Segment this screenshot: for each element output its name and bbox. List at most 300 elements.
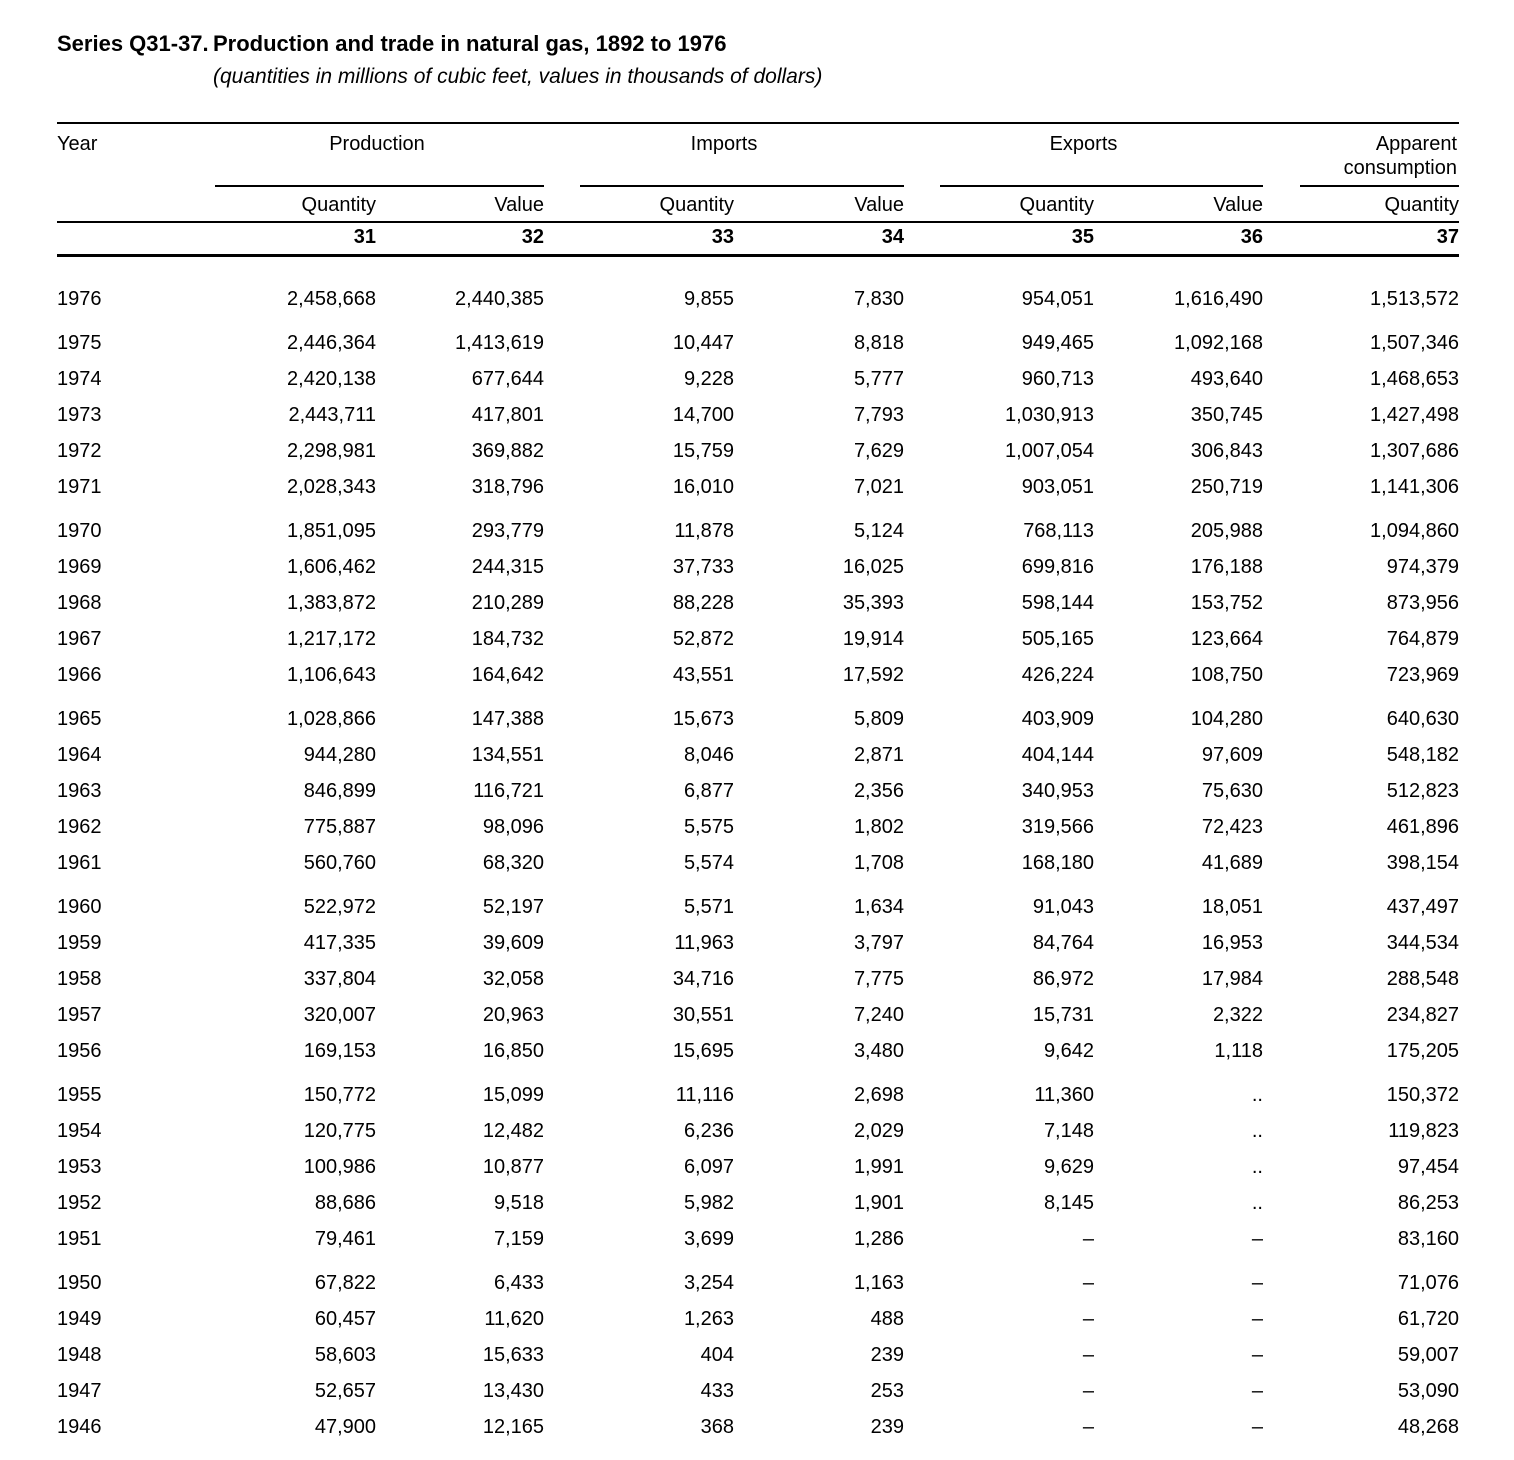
data-cell: 79,461: [314, 1227, 376, 1250]
data-cell: 147,388: [471, 707, 544, 730]
data-cell: 505,165: [1021, 627, 1094, 650]
data-cell: 15,695: [672, 1039, 734, 1062]
data-cell: 3,797: [853, 931, 904, 954]
data-cell: 16,953: [1201, 931, 1263, 954]
table-body: [57, 256, 1459, 1446]
data-cell: 775,887: [303, 815, 376, 838]
data-cell: 83,160: [1397, 1227, 1459, 1250]
data-cell: 15,731: [1032, 1003, 1094, 1026]
data-cell: 548,182: [1386, 743, 1459, 766]
data-cell: 11,620: [484, 1307, 544, 1330]
data-cell: 34,716: [672, 967, 734, 990]
data-cell: –: [1082, 1307, 1094, 1330]
data-cell: 210,289: [471, 591, 544, 614]
data-cell: 58,603: [314, 1343, 376, 1366]
data-cell: 398,154: [1386, 851, 1459, 874]
data-cell: 493,640: [1190, 367, 1263, 390]
data-cell: 108,750: [1190, 663, 1263, 686]
data-cell: 116,721: [473, 779, 544, 802]
apparent-group-rule: [1263, 180, 1459, 192]
data-cell: 2,871: [853, 743, 904, 766]
data-cell: 1,217,172: [287, 627, 376, 650]
data-cell: 239: [870, 1343, 904, 1366]
data-cell: –: [1082, 1343, 1094, 1366]
col-number-36: 36: [1094, 222, 1263, 256]
data-cell: 7,021: [853, 475, 904, 498]
data-cell: 244,315: [471, 555, 544, 578]
empty-cell: [210, 156, 544, 180]
year-cell: 1955: [57, 1083, 102, 1106]
data-cell: 949,465: [1021, 331, 1094, 354]
year-cell: 1965: [57, 707, 102, 730]
data-cell: 1,141,306: [1370, 475, 1459, 498]
data-cell: 7,793: [853, 403, 904, 426]
year-cell: 1961: [57, 851, 102, 874]
data-cell: 10,877: [482, 1155, 544, 1178]
data-cell: –: [1251, 1227, 1263, 1250]
exports-group-rule: [904, 180, 1263, 192]
spacer-cell: [57, 1257, 1459, 1265]
data-cell: 3,254: [683, 1271, 734, 1294]
data-cell: –: [1082, 1271, 1094, 1294]
data-cell: 72,423: [1201, 815, 1263, 838]
production-group-rule: [210, 180, 544, 192]
data-cell: 350,745: [1190, 403, 1263, 426]
year-cell: 1969: [57, 555, 102, 578]
data-cell: 2,458,668: [287, 287, 376, 310]
data-cell: 640,630: [1386, 707, 1459, 730]
data-cell: 1,028,866: [287, 707, 376, 730]
data-cell: 512,823: [1386, 779, 1459, 802]
data-cell: 176,188: [1190, 555, 1263, 578]
data-cell: 1,007,054: [1005, 439, 1094, 462]
data-cell: 6,236: [683, 1119, 734, 1142]
data-cell: 86,253: [1397, 1191, 1459, 1214]
data-cell: –: [1251, 1379, 1263, 1402]
table-row: [57, 809, 1459, 845]
data-cell: 1,094,860: [1370, 519, 1459, 542]
year-cell: 1954: [57, 1119, 102, 1142]
data-cell: 164,642: [471, 663, 544, 686]
year-cell: 1972: [57, 439, 102, 462]
data-cell: ..: [1251, 1155, 1263, 1178]
data-cell: 12,482: [482, 1119, 544, 1142]
data-cell: 88,228: [672, 591, 734, 614]
data-cell: 97,454: [1397, 1155, 1459, 1178]
data-cell: 169,153: [303, 1039, 376, 1062]
data-cell: 2,322: [1212, 1003, 1263, 1026]
data-cell: 48,268: [1397, 1415, 1459, 1438]
data-cell: 68,320: [482, 851, 544, 874]
data-cell: 134,551: [471, 743, 544, 766]
data-cell: 175,205: [1386, 1039, 1459, 1062]
year-cell: 1953: [57, 1155, 102, 1178]
spacer-cell: [57, 1069, 1459, 1077]
data-cell: 2,356: [853, 779, 904, 802]
data-cell: 16,850: [482, 1039, 544, 1062]
data-cell: 17,592: [842, 663, 904, 686]
data-cell: ..: [1251, 1191, 1263, 1214]
data-cell: 120,775: [303, 1119, 376, 1142]
empty-cell: [57, 192, 210, 222]
data-cell: 1,802: [853, 815, 904, 838]
data-cell: 43,551: [672, 663, 734, 686]
table-row: [57, 1301, 1459, 1337]
data-cell: 37,733: [672, 555, 734, 578]
data-cell: 2,028,343: [287, 475, 376, 498]
spacer-row: [57, 693, 1459, 701]
data-cell: ..: [1251, 1119, 1263, 1142]
data-cell: 1,427,498: [1370, 403, 1459, 426]
table-row: [57, 1149, 1459, 1185]
table-row: [57, 845, 1459, 881]
year-cell: 1962: [57, 815, 102, 838]
table-title: [57, 30, 1459, 58]
group-header-imports: Imports: [690, 133, 758, 155]
data-cell: 5,574: [683, 851, 734, 874]
table-row: [57, 1033, 1459, 1069]
data-cell: 104,280: [1190, 707, 1263, 730]
table-row: [57, 997, 1459, 1033]
data-cell: 944,280: [303, 743, 376, 766]
column-number-row: [57, 222, 1459, 256]
group-rule-row: [57, 180, 1459, 192]
data-cell: 15,759: [672, 439, 734, 462]
table-header: [57, 123, 1459, 256]
data-cell: 9,629: [1043, 1155, 1094, 1178]
data-cell: 1,118: [1214, 1039, 1263, 1062]
data-cell: 404: [700, 1343, 734, 1366]
data-cell: 97,609: [1201, 743, 1263, 766]
spacer-row: [57, 317, 1459, 325]
data-cell: 84,764: [1032, 931, 1094, 954]
col-number-37: 37: [1263, 222, 1459, 256]
year-cell: 1974: [57, 367, 102, 390]
data-cell: 433: [700, 1379, 734, 1402]
year-cell: 1946: [57, 1415, 102, 1438]
data-cell: 954,051: [1021, 287, 1094, 310]
data-cell: 15,673: [672, 707, 734, 730]
data-cell: –: [1251, 1415, 1263, 1438]
data-cell: 39,609: [482, 931, 544, 954]
data-cell: 7,830: [853, 287, 904, 310]
title-text: Production and trade in natural gas, 1892 to 1976: [213, 31, 727, 56]
year-cell: 1948: [57, 1343, 102, 1366]
data-cell: 903,051: [1021, 475, 1094, 498]
data-cell: 1,901: [853, 1191, 904, 1214]
data-cell: 8,145: [1043, 1191, 1094, 1214]
empty-cell: [544, 156, 904, 180]
col-number-34: 34: [734, 222, 904, 256]
data-cell: 7,159: [493, 1227, 544, 1250]
data-cell: 1,851,095: [287, 519, 376, 542]
group-header-apparent-line1: Apparent: [1375, 133, 1457, 155]
spacer-row: [57, 1069, 1459, 1077]
data-cell: 288,548: [1386, 967, 1459, 990]
data-cell: –: [1251, 1343, 1263, 1366]
data-cell: 1,163: [853, 1271, 904, 1294]
data-cell: 1,263: [683, 1307, 734, 1330]
data-cell: 11,116: [675, 1083, 734, 1106]
data-cell: 239: [870, 1415, 904, 1438]
year-cell: 1951: [57, 1227, 102, 1250]
table-row: [57, 1113, 1459, 1149]
data-cell: 960,713: [1021, 367, 1094, 390]
table-row: [57, 925, 1459, 961]
year-cell: 1957: [57, 1003, 102, 1026]
year-cell: 1975: [57, 331, 102, 354]
year-cell: 1956: [57, 1039, 102, 1062]
data-cell: 35,393: [842, 591, 904, 614]
col-label-apparent-quantity: Quantity: [1263, 192, 1459, 222]
data-cell: 699,816: [1021, 555, 1094, 578]
empty-cell: [57, 180, 210, 192]
table-row: [57, 1409, 1459, 1445]
data-cell: –: [1082, 1415, 1094, 1438]
spacer-cell: [57, 505, 1459, 513]
data-cell: 41,689: [1201, 851, 1263, 874]
data-cell: –: [1251, 1271, 1263, 1294]
data-cell: 522,972: [303, 895, 376, 918]
data-cell: 3,699: [683, 1227, 734, 1250]
data-cell: 47,900: [314, 1415, 376, 1438]
col-number-35: 35: [904, 222, 1094, 256]
data-cell: 1,634: [853, 895, 904, 918]
table-row: [57, 621, 1459, 657]
series-label: Series Q31-37.: [57, 31, 209, 56]
year-cell: 1963: [57, 779, 102, 802]
data-cell: 8,046: [683, 743, 734, 766]
spacer-row: [57, 1257, 1459, 1265]
data-cell: 75,630: [1201, 779, 1263, 802]
data-cell: –: [1082, 1379, 1094, 1402]
group-header-apparent-line2: consumption: [1343, 157, 1457, 179]
data-cell: 461,896: [1386, 815, 1459, 838]
data-cell: 437,497: [1386, 895, 1459, 918]
data-cell: 5,809: [853, 707, 904, 730]
data-cell: 86,972: [1032, 967, 1094, 990]
data-cell: 417,335: [303, 931, 376, 954]
data-cell: 250,719: [1190, 475, 1263, 498]
data-cell: 60,457: [314, 1307, 376, 1330]
data-cell: 3,480: [853, 1039, 904, 1062]
spacer-cell: [57, 256, 1459, 282]
data-cell: –: [1251, 1307, 1263, 1330]
spacer-cell: [57, 317, 1459, 325]
data-cell: 7,240: [853, 1003, 904, 1026]
table-row: [57, 1185, 1459, 1221]
data-cell: 7,775: [853, 967, 904, 990]
data-cell: 5,571: [683, 895, 734, 918]
data-cell: 53,090: [1397, 1379, 1459, 1402]
table-subtitle: (quantities in millions of cubic feet, values in thousands of dollars): [213, 65, 823, 88]
data-cell: 59,007: [1397, 1343, 1459, 1366]
data-cell: 71,076: [1397, 1271, 1459, 1294]
year-column-header: Year: [57, 133, 98, 155]
data-cell: 1,286: [853, 1227, 904, 1250]
data-cell: 67,822: [314, 1271, 376, 1294]
table-row: [57, 325, 1459, 361]
data-cell: 2,298,981: [287, 439, 376, 462]
data-cell: 1,507,346: [1370, 331, 1459, 354]
data-cell: 11,963: [674, 931, 734, 954]
data-cell: 150,372: [1386, 1083, 1459, 1106]
data-cell: 9,228: [683, 367, 734, 390]
data-cell: 184,732: [471, 627, 544, 650]
year-cell: 1968: [57, 591, 102, 614]
data-cell: 253: [870, 1379, 904, 1402]
data-cell: 320,007: [303, 1003, 376, 1026]
data-cell: 1,513,572: [1370, 287, 1459, 310]
table-row: [57, 361, 1459, 397]
data-cell: 7,148: [1043, 1119, 1094, 1142]
table-row: [57, 281, 1459, 317]
data-cell: 16,025: [842, 555, 904, 578]
year-cell: 1973: [57, 403, 102, 426]
data-cell: 12,165: [482, 1415, 544, 1438]
data-cell: 8,818: [853, 331, 904, 354]
group-header-row-2: [57, 156, 1459, 180]
col-label-production-quantity: Quantity: [210, 192, 376, 222]
spacer-row: [57, 881, 1459, 889]
data-cell: 15,633: [482, 1343, 544, 1366]
table-row: [57, 585, 1459, 621]
data-cell: 2,029: [853, 1119, 904, 1142]
empty-cell: [904, 156, 1263, 180]
data-cell: 91,043: [1032, 895, 1094, 918]
data-cell: 9,855: [683, 287, 734, 310]
data-cell: 1,468,653: [1370, 367, 1459, 390]
data-table: [57, 122, 1459, 1445]
data-cell: 723,969: [1386, 663, 1459, 686]
data-cell: 1,606,462: [287, 555, 376, 578]
data-cell: 6,433: [493, 1271, 544, 1294]
table-row: [57, 1373, 1459, 1409]
data-cell: 6,097: [683, 1155, 734, 1178]
data-cell: 1,106,643: [287, 663, 376, 686]
data-cell: 52,657: [314, 1379, 376, 1402]
group-header-exports: Exports: [1049, 133, 1118, 155]
table-row: [57, 1337, 1459, 1373]
data-cell: 974,379: [1386, 555, 1459, 578]
data-cell: 1,991: [853, 1155, 904, 1178]
table-row: [57, 737, 1459, 773]
year-cell: 1966: [57, 663, 102, 686]
col-label-exports-value: Value: [1094, 192, 1263, 222]
data-cell: 368: [700, 1415, 734, 1438]
data-cell: 1,030,913: [1005, 403, 1094, 426]
data-cell: 2,443,711: [288, 403, 376, 426]
table-row: [57, 469, 1459, 505]
data-cell: 6,877: [683, 779, 734, 802]
data-cell: 13,430: [482, 1379, 544, 1402]
data-cell: 19,914: [842, 627, 904, 650]
data-cell: 2,420,138: [287, 367, 376, 390]
data-cell: 119,823: [1388, 1119, 1459, 1142]
spacer-row: [57, 505, 1459, 513]
data-cell: 1,708: [853, 851, 904, 874]
data-cell: 2,446,364: [287, 331, 376, 354]
data-cell: 768,113: [1023, 519, 1094, 542]
spacer-cell: [57, 693, 1459, 701]
data-cell: 205,988: [1190, 519, 1263, 542]
data-cell: 344,534: [1386, 931, 1459, 954]
data-cell: 32,058: [482, 967, 544, 990]
year-cell: 1971: [57, 475, 102, 498]
imports-group-rule: [544, 180, 904, 192]
data-cell: 1,413,619: [455, 331, 544, 354]
data-cell: 873,956: [1386, 591, 1459, 614]
data-cell: 1,092,168: [1174, 331, 1263, 354]
year-cell: 1947: [57, 1379, 102, 1402]
data-cell: 52,197: [482, 895, 544, 918]
col-label-imports-quantity: Quantity: [544, 192, 734, 222]
empty-cell: [57, 222, 210, 256]
data-cell: 598,144: [1021, 591, 1094, 614]
data-cell: 5,124: [853, 519, 904, 542]
data-cell: 88,686: [314, 1191, 376, 1214]
data-cell: ..: [1251, 1083, 1263, 1106]
year-cell: 1949: [57, 1307, 102, 1330]
data-cell: 340,953: [1021, 779, 1094, 802]
table-row: [57, 657, 1459, 693]
table-row: [57, 433, 1459, 469]
data-cell: –: [1082, 1227, 1094, 1250]
data-cell: 2,698: [853, 1083, 904, 1106]
year-cell: 1960: [57, 895, 102, 918]
subheader-row: [57, 192, 1459, 222]
data-cell: 1,383,872: [287, 591, 376, 614]
col-number-32: 32: [376, 222, 544, 256]
table-row: [57, 513, 1459, 549]
data-cell: 306,843: [1190, 439, 1263, 462]
year-cell: 1958: [57, 967, 102, 990]
data-cell: 168,180: [1021, 851, 1094, 874]
data-cell: 30,551: [672, 1003, 734, 1026]
year-cell: 1964: [57, 743, 102, 766]
year-cell: 1967: [57, 627, 102, 650]
year-cell: 1950: [57, 1271, 102, 1294]
data-cell: 5,575: [683, 815, 734, 838]
data-cell: 2,440,385: [455, 287, 544, 310]
data-cell: 153,752: [1190, 591, 1263, 614]
table-row: [57, 773, 1459, 809]
data-cell: 369,882: [471, 439, 544, 462]
group-header-row: [57, 123, 1459, 156]
col-number-31: 31: [210, 222, 376, 256]
data-cell: 5,982: [683, 1191, 734, 1214]
data-cell: 16,010: [672, 475, 734, 498]
table-row: [57, 701, 1459, 737]
year-cell: 1970: [57, 519, 102, 542]
data-cell: 234,827: [1386, 1003, 1459, 1026]
table-row: [57, 1077, 1459, 1113]
year-cell: 1952: [57, 1191, 102, 1214]
data-cell: 7,629: [853, 439, 904, 462]
data-cell: 1,307,686: [1370, 439, 1459, 462]
year-cell: 1976: [57, 287, 102, 310]
data-cell: 11,360: [1034, 1083, 1094, 1106]
data-cell: 52,872: [672, 627, 734, 650]
data-cell: 1,616,490: [1174, 287, 1263, 310]
data-cell: 17,984: [1201, 967, 1263, 990]
data-cell: 560,760: [303, 851, 376, 874]
data-cell: 404,144: [1021, 743, 1094, 766]
col-label-exports-quantity: Quantity: [904, 192, 1094, 222]
data-cell: 98,096: [482, 815, 544, 838]
data-cell: 11,878: [674, 519, 734, 542]
data-cell: 15,099: [482, 1083, 544, 1106]
